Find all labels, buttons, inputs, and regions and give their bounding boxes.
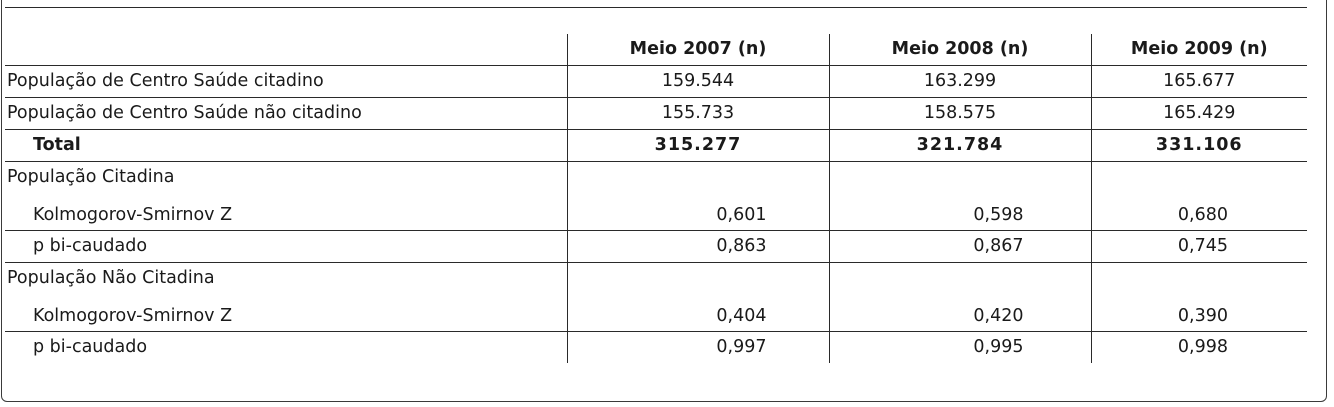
table-row [5,98,1307,130]
empty-cell [567,162,829,194]
row-label: p bi-caudado [33,337,148,357]
row-label: Kolmogorov-Smirnov Z [33,205,233,225]
section-label-citadina: População Citadina [7,167,175,187]
total-row [5,130,1307,162]
cell-2007: 159.544 [567,66,829,98]
table-row [5,66,1307,98]
cell-2008: 163.299 [829,66,1091,98]
header-label-cell [5,34,567,66]
total-2009: 331.106 [1091,130,1307,162]
cell-2007: 0,601 [567,193,829,231]
row-label: População de Centro Saúde não citadino [7,103,362,123]
row-label: Kolmogorov-Smirnov Z [33,306,233,326]
cell-2008: 158.575 [829,98,1091,130]
header-2008: Meio 2008 (n) [829,34,1091,66]
empty-cell [567,263,829,295]
cell-2008: 0,598 [829,193,1091,231]
header-row [5,34,1307,66]
cell-2009: 0,390 [1091,294,1307,332]
section-row [5,162,1307,194]
cell-2007: 155.733 [567,98,829,130]
empty-cell [1091,263,1307,295]
cell-2009: 0,745 [1091,231,1307,263]
total-2008: 321.784 [829,130,1091,162]
row-label: p bi-caudado [33,236,148,256]
row-label: População de Centro Saúde citadino [7,71,324,91]
table-row [5,231,1307,263]
cell-2008: 0,867 [829,231,1091,263]
cell-2007: 0,404 [567,294,829,332]
total-label: Total [33,135,81,155]
cell-2007: 0,863 [567,231,829,263]
cell-2008: 0,995 [829,332,1091,364]
table-body [5,66,1307,364]
cell-2009: 0,998 [1091,332,1307,364]
table-row [5,193,1307,231]
empty-cell [829,263,1091,295]
header-2009: Meio 2009 (n) [1091,34,1307,66]
cell-2007: 0,997 [567,332,829,364]
header-2007: Meio 2007 (n) [567,34,829,66]
top-rule [5,7,1307,8]
empty-cell [1091,162,1307,194]
table-row [5,294,1307,332]
cell-2009: 165.677 [1091,66,1307,98]
table-header [5,34,1307,66]
total-2007: 315.277 [567,130,829,162]
empty-cell [829,162,1091,194]
cell-2008: 0,420 [829,294,1091,332]
population-table [5,34,1307,363]
section-row [5,263,1307,295]
cell-2009: 165.429 [1091,98,1307,130]
cell-2009: 0,680 [1091,193,1307,231]
section-label-nao-citadina: População Não Citadina [7,268,215,288]
table-row [5,332,1307,364]
